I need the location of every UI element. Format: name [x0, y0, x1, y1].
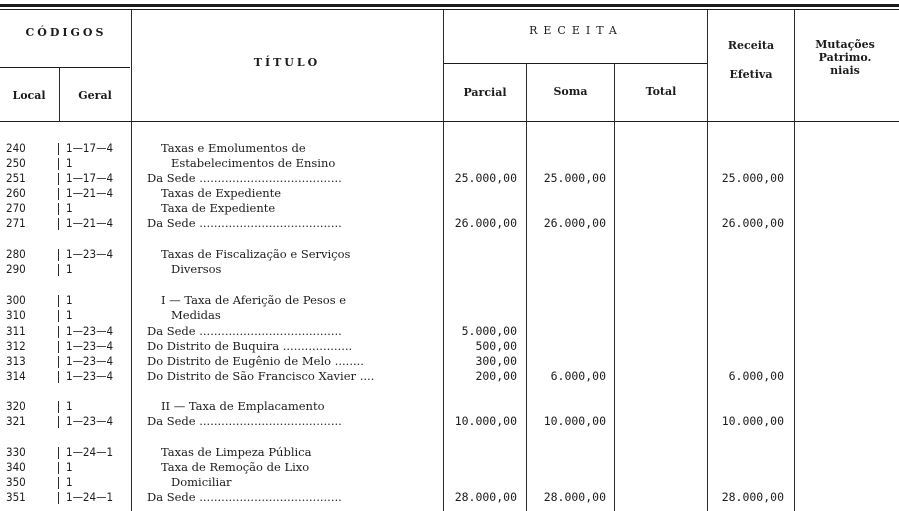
geral-tick [58, 401, 59, 413]
table-row [0, 369, 899, 384]
table-row [0, 171, 899, 186]
geral-tick [58, 416, 59, 428]
row-local-code: 320 [6, 399, 26, 413]
row-local-code: 250 [6, 156, 26, 170]
geral-tick [58, 326, 59, 338]
row-efetiva-value: 25.000,00 [721, 171, 784, 185]
row-local-code: 313 [6, 354, 26, 368]
table-row [0, 339, 899, 354]
row-geral-code: 1—23—4 [66, 369, 114, 383]
row-efetiva-value: 28.000,00 [721, 490, 784, 504]
table-row [0, 293, 899, 308]
table-row [0, 414, 899, 429]
geral-tick [58, 447, 59, 459]
row-title: Da Sede ....................................... [147, 216, 342, 230]
row-geral-code: 1 [66, 293, 73, 307]
row-geral-code: 1—23—4 [66, 354, 114, 368]
table-row [0, 354, 899, 369]
row-parcial-value: 5.000,00 [461, 324, 517, 338]
row-soma-value: 10.000,00 [543, 414, 606, 428]
row-local-code: 280 [6, 247, 26, 261]
row-title: Estabelecimentos de Ensino [171, 156, 336, 170]
row-title: Taxas de Expediente [161, 186, 282, 200]
row-geral-code: 1 [66, 308, 73, 322]
geral-tick [58, 173, 59, 185]
row-geral-code: 1 [66, 475, 73, 489]
geral-tick [58, 188, 59, 200]
table-row [0, 216, 899, 231]
top-rule-thin [0, 9, 899, 10]
row-local-code: 340 [6, 460, 26, 474]
row-title: Taxas de Limpeza Pública [161, 445, 312, 459]
mutacoes-heading-1: Mutações [815, 38, 875, 51]
geral-tick [58, 143, 59, 155]
row-parcial-value: 26.000,00 [454, 216, 517, 230]
row-title: Taxas e Emolumentos de [161, 141, 306, 155]
local-heading: Local [12, 89, 46, 102]
row-geral-code: 1 [66, 262, 73, 276]
receita-rule [444, 63, 708, 64]
top-rule-thick [0, 4, 899, 7]
row-title: II — Taxa de Emplacamento [161, 399, 325, 413]
table-row [0, 475, 899, 490]
receita-efetiva-heading-2: Efetiva [729, 68, 773, 81]
row-geral-code: 1—17—4 [66, 171, 114, 185]
table-row [0, 324, 899, 339]
row-soma-value: 6.000,00 [550, 369, 606, 383]
row-parcial-value: 25.000,00 [454, 171, 517, 185]
row-geral-code: 1—21—4 [66, 186, 114, 200]
row-title: Domiciliar [171, 475, 232, 489]
row-title: Da Sede ....................................... [147, 324, 342, 338]
receita-heading: RECEITA [529, 24, 623, 37]
row-title: Do Distrito de Eugênio de Melo ........ [147, 354, 364, 368]
row-title: Diversos [171, 262, 222, 276]
row-geral-code: 1 [66, 460, 73, 474]
row-parcial-value: 28.000,00 [454, 490, 517, 504]
header-bottom-rule [0, 121, 899, 122]
col-divider-total [614, 64, 615, 511]
table-row [0, 460, 899, 475]
codigos-heading: CÓDIGOS [25, 26, 107, 39]
titulo-heading: TÍTULO [253, 56, 321, 69]
geral-tick [58, 249, 59, 261]
row-efetiva-value: 26.000,00 [721, 216, 784, 230]
row-geral-code: 1—24—1 [66, 445, 114, 459]
row-local-code: 312 [6, 339, 26, 353]
total-heading: Total [645, 85, 677, 98]
table-row [0, 186, 899, 201]
row-geral-code: 1—23—4 [66, 414, 114, 428]
row-geral-code: 1—24—1 [66, 490, 114, 504]
row-title: Do Distrito de Buquira ................... [147, 339, 353, 353]
row-title: Medidas [171, 308, 221, 322]
row-parcial-value: 200,00 [475, 369, 517, 383]
row-soma-value: 26.000,00 [543, 216, 606, 230]
table-row [0, 262, 899, 277]
geral-tick [58, 295, 59, 307]
row-geral-code: 1 [66, 156, 73, 170]
geral-tick [58, 462, 59, 474]
row-local-code: 311 [6, 324, 26, 338]
row-local-code: 300 [6, 293, 26, 307]
table-row [0, 141, 899, 156]
row-title: Taxa de Expediente [161, 201, 276, 215]
row-efetiva-value: 10.000,00 [721, 414, 784, 428]
row-title: Da Sede ....................................... [147, 414, 342, 428]
row-parcial-value: 10.000,00 [454, 414, 517, 428]
geral-tick [58, 341, 59, 353]
geral-tick [58, 158, 59, 170]
row-title: I — Taxa de Aferição de Pesos e [161, 293, 347, 307]
row-local-code: 314 [6, 369, 26, 383]
row-geral-code: 1—23—4 [66, 339, 114, 353]
row-geral-code: 1—23—4 [66, 247, 114, 261]
codigos-rule [0, 67, 130, 68]
col-divider-soma [526, 64, 527, 511]
mutacoes-heading-3: niais [830, 64, 860, 77]
table-row [0, 490, 899, 505]
table-row [0, 445, 899, 460]
row-local-code: 350 [6, 475, 26, 489]
row-soma-value: 25.000,00 [543, 171, 606, 185]
row-geral-code: 1 [66, 201, 73, 215]
table-row [0, 156, 899, 171]
row-title: Do Distrito de São Francisco Xavier .... [147, 369, 375, 383]
row-local-code: 260 [6, 186, 26, 200]
row-title: Da Sede ....................................... [147, 171, 342, 185]
row-local-code: 310 [6, 308, 26, 322]
table-row [0, 308, 899, 323]
table-row [0, 399, 899, 414]
row-geral-code: 1—21—4 [66, 216, 114, 230]
row-local-code: 240 [6, 141, 26, 155]
geral-tick [58, 264, 59, 276]
row-parcial-value: 300,00 [475, 354, 517, 368]
geral-tick [58, 371, 59, 383]
row-local-code: 290 [6, 262, 26, 276]
row-title: Taxa de Remoção de Lixo [161, 460, 310, 474]
row-local-code: 330 [6, 445, 26, 459]
table-row [0, 247, 899, 262]
receita-efetiva-heading-1: Receita [727, 39, 775, 52]
row-parcial-value: 500,00 [475, 339, 517, 353]
row-local-code: 321 [6, 414, 26, 428]
mutacoes-heading-2: Patrimo. [818, 51, 872, 64]
row-local-code: 270 [6, 201, 26, 215]
geral-tick [58, 218, 59, 230]
geral-tick [58, 492, 59, 504]
geral-tick [58, 477, 59, 489]
table-row [0, 201, 899, 216]
row-efetiva-value: 6.000,00 [728, 369, 784, 383]
row-title: Da Sede ....................................... [147, 490, 342, 504]
geral-tick [58, 203, 59, 215]
soma-heading: Soma [553, 85, 588, 98]
geral-tick [58, 310, 59, 322]
row-geral-code: 1—17—4 [66, 141, 114, 155]
geral-heading: Geral [78, 89, 112, 102]
row-geral-code: 1—23—4 [66, 324, 114, 338]
row-local-code: 251 [6, 171, 26, 185]
row-local-code: 271 [6, 216, 26, 230]
row-soma-value: 28.000,00 [543, 490, 606, 504]
row-title: Taxas de Fiscalização e Serviços [161, 247, 351, 261]
parcial-heading: Parcial [463, 86, 507, 99]
row-local-code: 351 [6, 490, 26, 504]
geral-tick [58, 356, 59, 368]
row-geral-code: 1 [66, 399, 73, 413]
